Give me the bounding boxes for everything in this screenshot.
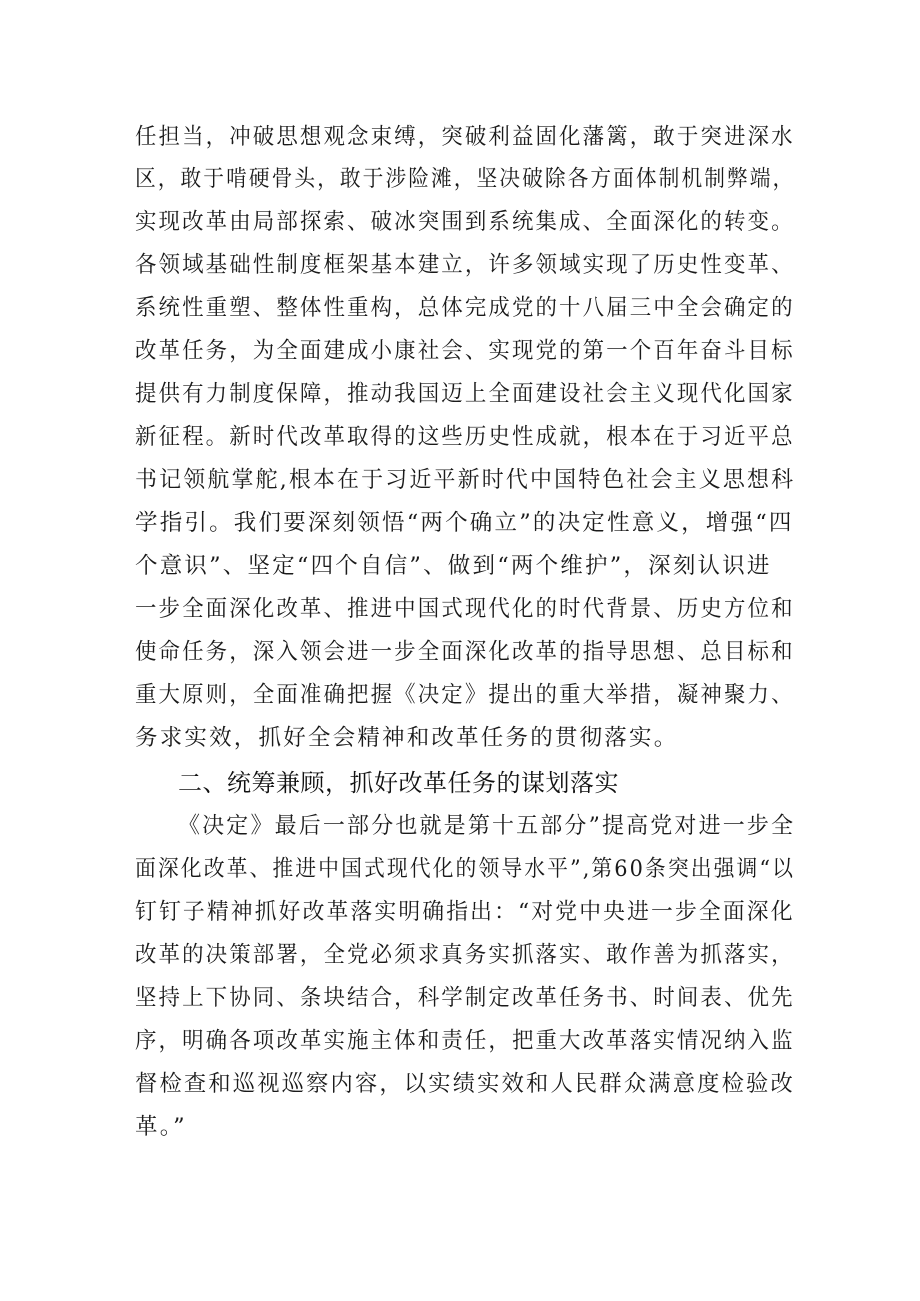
paragraph-1-line: 各领域基础性制度框架基本建立，许多领域实现了历史性变革、 bbox=[135, 252, 795, 278]
paragraph-2-line: 革。” bbox=[135, 1114, 187, 1140]
paragraph-2-line: 改革的决策部署，全党必须求真务实抓落实、敢作善为抓落实， bbox=[135, 942, 795, 968]
paragraph-2-line: 面深化改革、推进中国式现代化的领导水平”,第60条突出强调“以 bbox=[135, 856, 796, 882]
paragraph-1-line: 任担当，冲破思想观念束缚，突破利益固化藩篱，敢于突进深水 bbox=[135, 124, 795, 150]
paragraph-2-line: 《决定》最后一部分也就是第十五部分”提高党对进一步全 bbox=[178, 813, 796, 839]
paragraph-1-line: 实现改革由局部探索、破冰突围到系统集成、全面深化的转变。 bbox=[135, 209, 795, 235]
paragraph-2-line: 序，明确各项改革实施主体和责任，把重大改革落实情况纳入监 bbox=[135, 1028, 795, 1054]
paragraph-1-line: 学指引。我们要深刻领悟“两个确立”的决定性意义，增强“四 bbox=[135, 510, 794, 536]
paragraph-1-line: 书记领航掌舵,根本在于习近平新时代中国特色社会主义思想科 bbox=[135, 467, 796, 493]
paragraph-1-line: 使命任务，深入领会进一步全面深化改革的指导思想、总目标和 bbox=[135, 639, 795, 665]
paragraph-1-line: 系统性重塑、整体性重构，总体完成党的十八届三中全会确定的 bbox=[135, 295, 795, 321]
paragraph-1-line: 一步全面深化改革、推进中国式现代化的时代背景、历史方位和 bbox=[135, 596, 795, 622]
paragraph-1-line: 区，敢于啃硬骨头，敢于涉险滩，坚决破除各方面体制机制弊端， bbox=[135, 166, 796, 192]
paragraph-1-line: 重大原则，全面准确把握《决定》提出的重大举措，凝神聚力、 bbox=[135, 682, 795, 708]
paragraph-1-line: 新征程。新时代改革取得的这些历史性成就，根本在于习近平总 bbox=[135, 424, 795, 450]
paragraph-2-line: 钉钉子精神抓好改革落实明确指出：“对党中央进一步全面深化 bbox=[135, 899, 795, 925]
paragraph-1-line: 个意识”、坚定“四个自信”、做到“两个维护”，深刻认识进 bbox=[135, 553, 772, 579]
paragraph-1-line: 提供有力制度保障，推动我国迈上全面建设社会主义现代化国家 bbox=[135, 381, 795, 407]
paragraph-1-line: 务求实效，抓好全会精神和改革任务的贯彻落实。 bbox=[135, 725, 679, 751]
paragraph-2-line: 督检查和巡视巡察内容，以实绩实效和人民群众满意度检验改 bbox=[135, 1071, 795, 1097]
paragraph-2-line: 坚持上下协同、条块结合，科学制定改革任务书、时间表、优先 bbox=[135, 985, 795, 1011]
section-heading: 二、统筹兼顾，抓好改革任务的谋划落实 bbox=[178, 769, 619, 797]
paragraph-1-line: 改革任务，为全面建成小康社会、实现党的第一个百年奋斗目标 bbox=[135, 338, 795, 364]
